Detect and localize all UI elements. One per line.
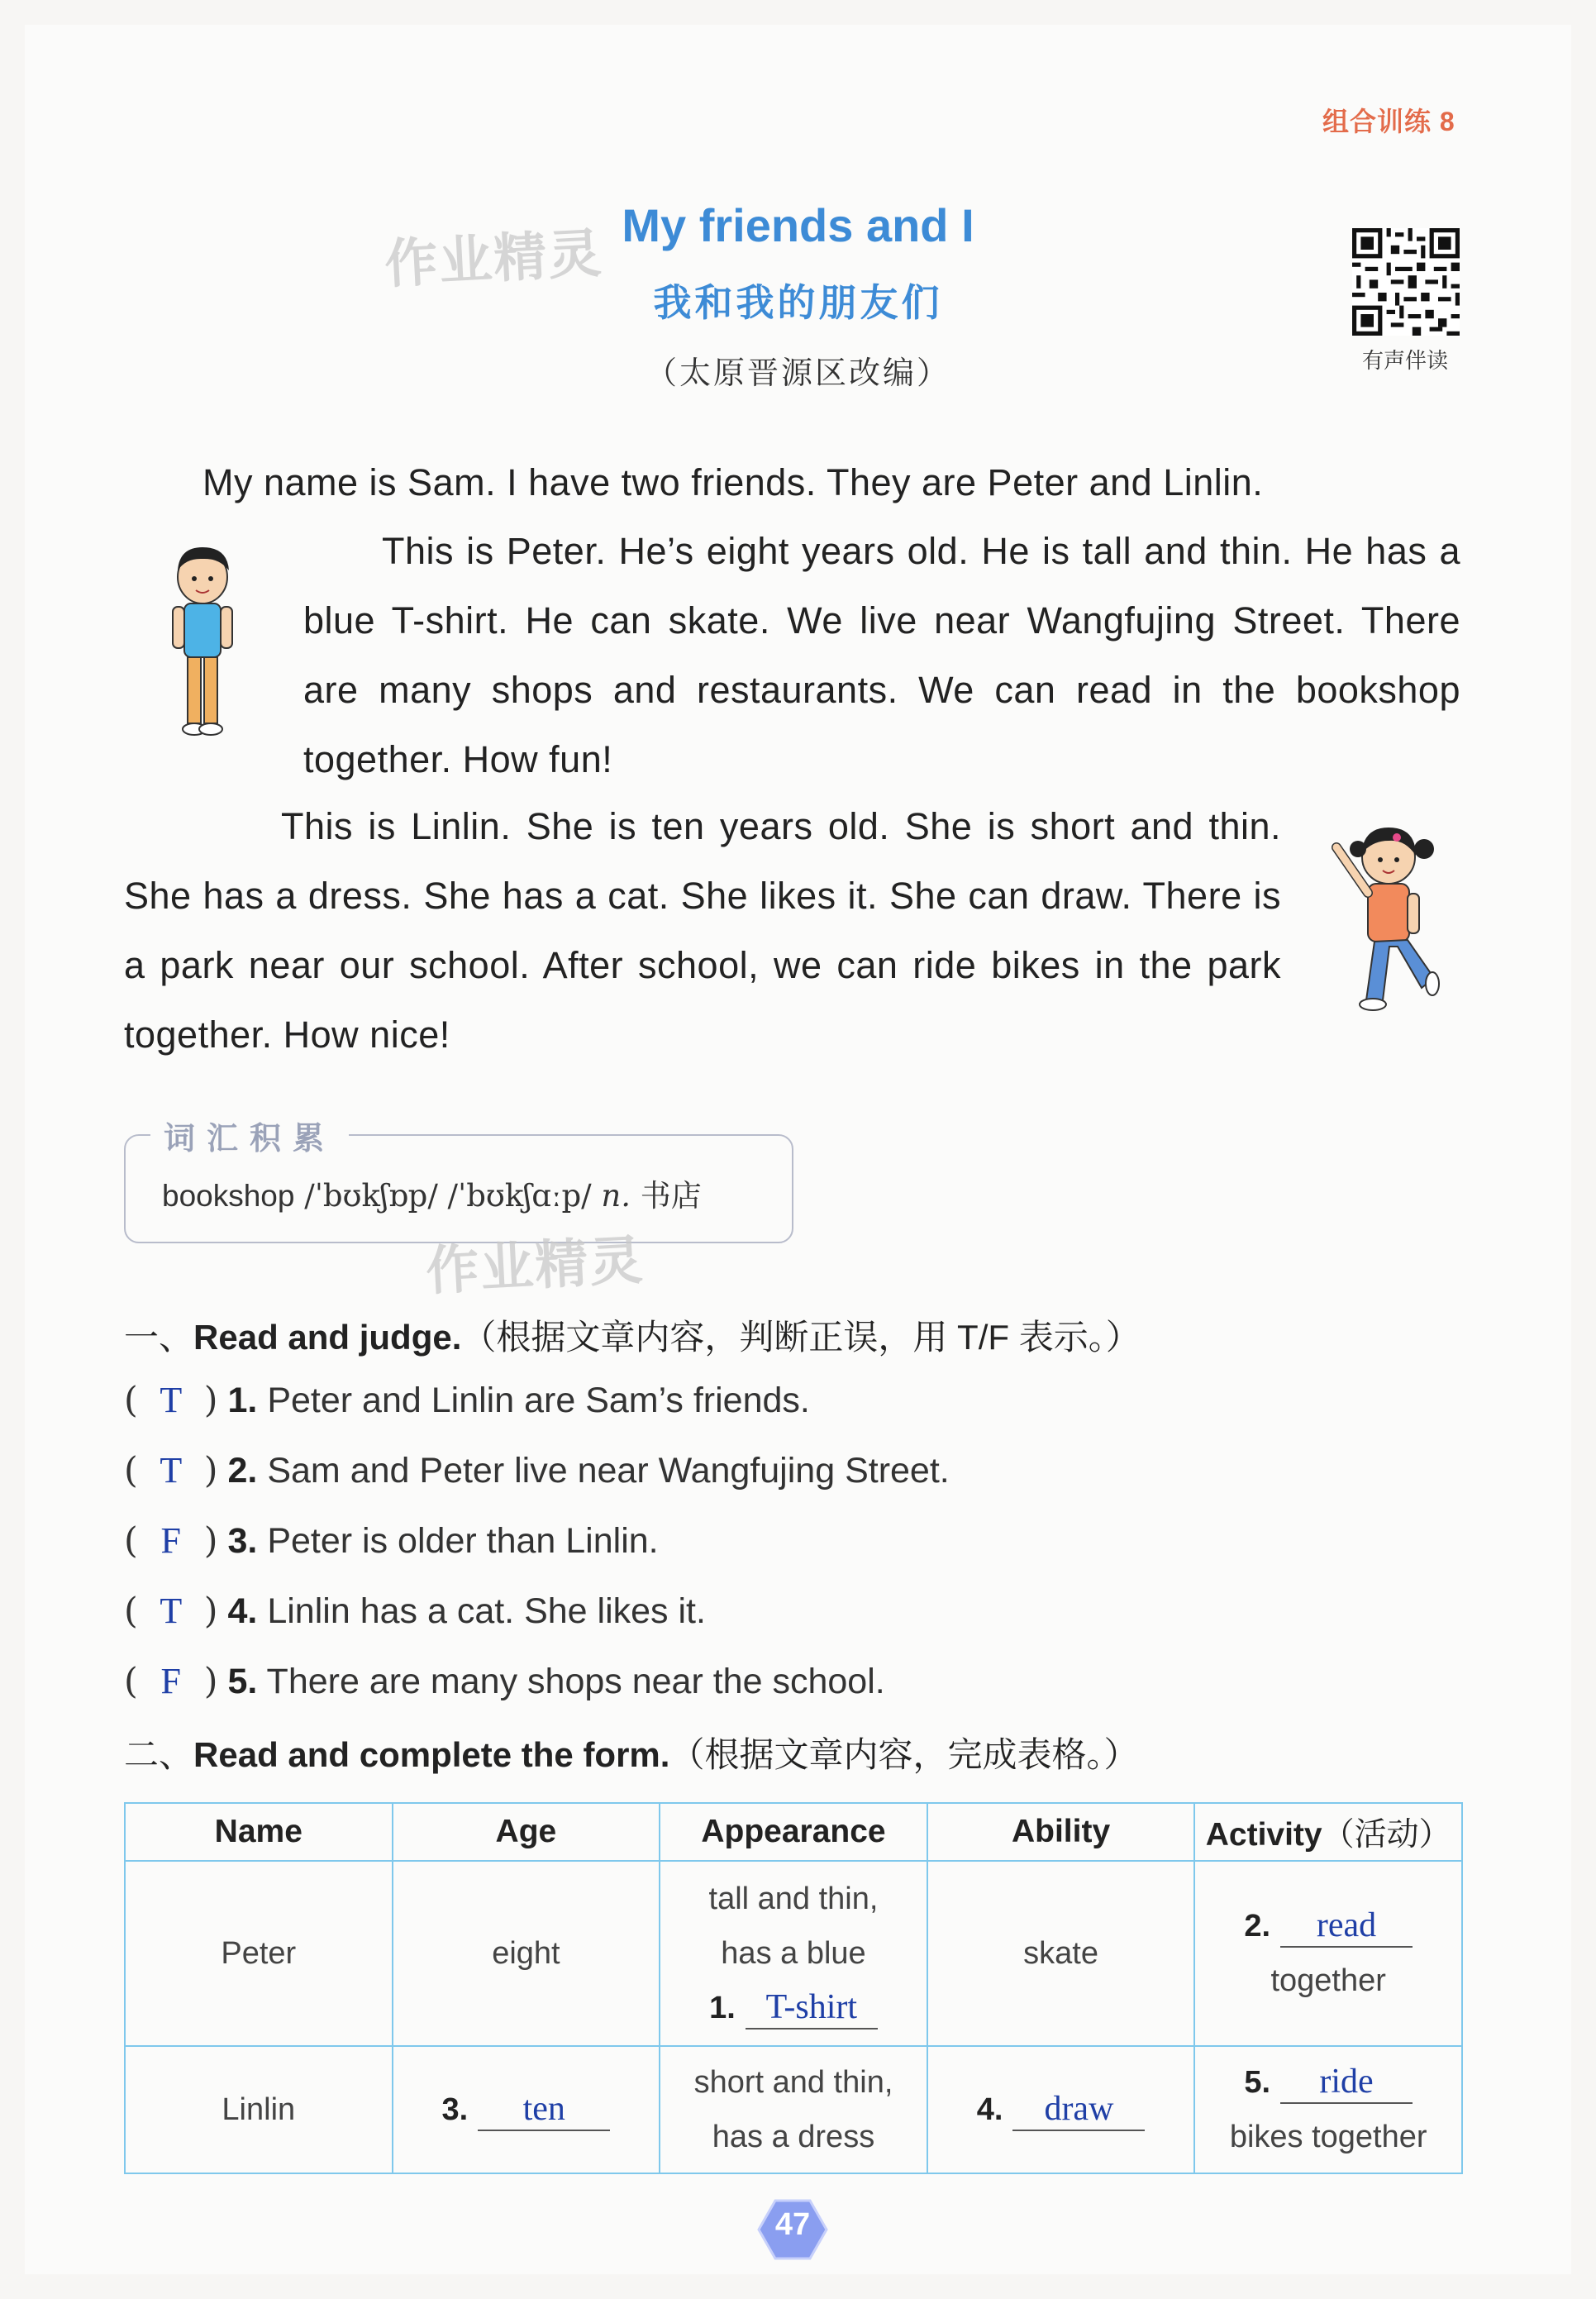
section-1-title: Read and judge. [193, 1318, 462, 1357]
section-2-prefix: 二、 [124, 1735, 194, 1774]
blank-5-field[interactable]: ride [1280, 2061, 1413, 2104]
page-subtitle: 我和我的朋友们 [653, 281, 943, 324]
appearance-line: has a blue [721, 1936, 866, 1971]
cell-name: Linlin [125, 2046, 393, 2173]
judge-question-2: ( T ) 2. Sam and Peter live near Wangfujing Street. [124, 1450, 950, 1491]
vocab-pos: n. [601, 1178, 631, 1214]
girl-illustration [1318, 814, 1451, 1021]
cell-age: eight [393, 1861, 660, 2046]
blank-number: 2. [1244, 1909, 1271, 1944]
judge-question-3: ( F ) 3. Peter is older than Linlin. [124, 1520, 659, 1562]
answer-field-5[interactable]: F [160, 1661, 182, 1701]
table-row-linlin [125, 2046, 1462, 2173]
header-name: Name [125, 1803, 393, 1861]
blank-number: 5. [1244, 2065, 1271, 2100]
activity-tail: together [1270, 1963, 1386, 1998]
section-2-instruction: （根据文章内容，完成表格。） [669, 1735, 1139, 1774]
answer-field-3[interactable]: F [160, 1520, 182, 1561]
appearance-line: tall and thin, [708, 1882, 879, 1916]
header-ability: Ability [927, 1803, 1195, 1861]
section-1-heading [124, 1310, 1141, 1360]
answer-field-1[interactable]: T [160, 1380, 183, 1420]
activity-tail: bikes together [1229, 2120, 1427, 2154]
section-2-title: Read and complete the form. [193, 1735, 670, 1774]
cell-ability: skate [927, 1861, 1195, 2046]
page-number: 47 [774, 2207, 811, 2242]
vocab-entry [162, 1171, 702, 1215]
section-1-prefix: 一、 [124, 1318, 194, 1357]
unit-tag: 组合训练 8 [1322, 107, 1455, 136]
header-activity-cn: （活动） [1322, 1817, 1451, 1853]
passage-intro: My name is Sam. I have two friends. They are Peter and Linlin. [202, 461, 1264, 503]
section-2-heading [124, 1728, 1138, 1777]
header-activity-en: Activity [1205, 1817, 1322, 1853]
blank-number: 1. [709, 1991, 736, 2025]
blank-3-field[interactable]: ten [478, 2088, 610, 2131]
vocab-meaning: 书店 [630, 1178, 702, 1214]
appearance-line: has a dress [712, 2120, 875, 2154]
cell-activity [1194, 1861, 1462, 2046]
vocab-phonetic: /ˈbʊkʃɒp/ /ˈbʊkʃɑːp/ [294, 1178, 602, 1214]
qr-code-icon[interactable] [1352, 228, 1460, 336]
cell-age [393, 2046, 660, 2173]
page-title: My friends and I [622, 199, 974, 251]
question-text: Peter and Linlin are Sam’s friends. [257, 1381, 810, 1420]
question-number: 2. [227, 1451, 258, 1491]
question-text: Linlin has a cat. She likes it. [257, 1591, 706, 1631]
question-number: 5. [227, 1662, 258, 1701]
header-age: Age [393, 1803, 660, 1861]
cell-appearance [660, 2046, 927, 2173]
blank-1-field[interactable]: T-shirt [746, 1987, 878, 2030]
question-number: 4. [227, 1591, 258, 1631]
blank-number: 3. [441, 2092, 469, 2127]
appearance-line: short and thin, [693, 2065, 893, 2100]
cell-ability [927, 2046, 1195, 2173]
blank-2-field[interactable]: read [1280, 1905, 1413, 1948]
boy-illustration [161, 537, 244, 744]
cell-activity [1194, 2046, 1462, 2173]
watermark-top: 作业精灵 [383, 223, 604, 294]
passage-linlin: This is Linlin. She is ten years old. She is short and thin. She has a dress. She has a cat. She likes it. She can draw. There is a park near our school. After school, we can ride bikes in the park together. How nice! [124, 805, 1281, 1056]
table-row-peter [125, 1861, 1462, 2046]
passage-peter: This is Peter. He’s eight years old. He is tall and thin. He has a blue T-shirt. He can skate. We live near Wangfujing Street. There are many shops and restaurants. We can read in the bookshop together. How fun! [303, 530, 1460, 780]
cell-name: Peter [125, 1861, 393, 2046]
vocab-title: 词汇积累 [150, 1113, 349, 1158]
section-1-instruction: （根据文章内容，判断正误，用 T/F 表示。） [461, 1318, 1141, 1357]
header-activity [1194, 1803, 1462, 1861]
qr-label: 有声伴读 [1361, 348, 1448, 373]
answer-field-2[interactable]: T [160, 1450, 183, 1491]
question-text: Sam and Peter live near Wangfujing Street. [257, 1451, 950, 1491]
question-text: Peter is older than Linlin. [257, 1521, 659, 1561]
answer-field-4[interactable]: T [160, 1591, 183, 1631]
question-text: There are many shops near the school. [257, 1662, 885, 1701]
question-number: 3. [227, 1521, 258, 1561]
judge-question-5: ( F ) 5. There are many shops near the school. [124, 1661, 885, 1702]
source-note: （太原晋源区改编） [645, 355, 950, 391]
vocab-word: bookshop [162, 1179, 295, 1213]
watermark-middle: 作业精灵 [424, 1230, 646, 1301]
cell-appearance [660, 1861, 927, 2046]
blank-number: 4. [976, 2092, 1003, 2127]
judge-question-1: ( T ) 1. Peter and Linlin are Sam’s friends. [124, 1380, 810, 1421]
blank-4-field[interactable]: draw [1012, 2088, 1145, 2131]
judge-question-4: ( T ) 4. Linlin has a cat. She likes it. [124, 1591, 706, 1632]
completion-table [124, 1802, 1463, 2174]
question-number: 1. [227, 1381, 258, 1420]
header-appearance: Appearance [660, 1803, 927, 1861]
